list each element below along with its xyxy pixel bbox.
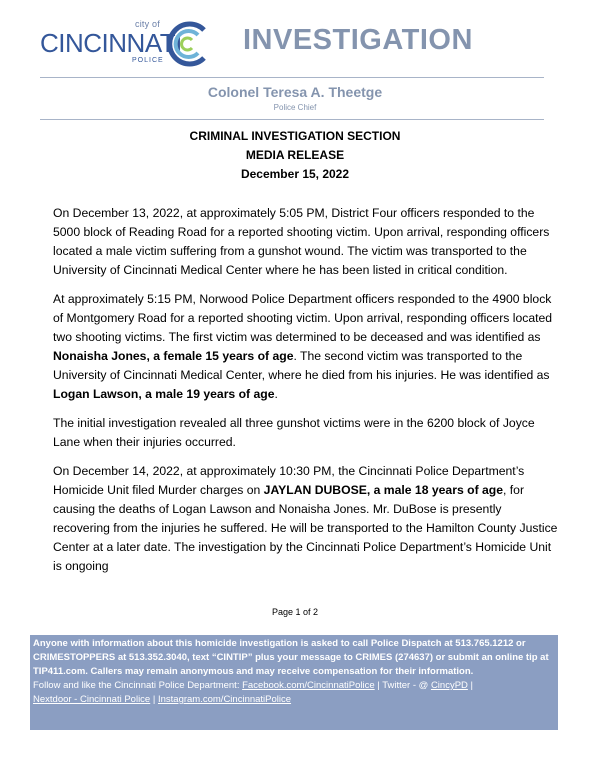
section-heading: CRIMINAL INVESTIGATION SECTION [189, 129, 401, 143]
logo-dept: POLICE [132, 57, 164, 64]
page-number: Page 1 of 2 [271, 607, 319, 617]
paragraph-3: The initial investigation revealed all three gunshot victims were in the 6200 block of Joyce Lane when their injuries occurred. [53, 416, 535, 449]
nextdoor-link[interactable]: Nextdoor - Cincinnati Police [33, 694, 151, 705]
release-type: MEDIA RELEASE [245, 148, 345, 162]
logo-city-of: city of [135, 19, 160, 29]
chief-name: Colonel Teresa A. Theetge [207, 84, 383, 100]
facebook-link[interactable]: Facebook.com/CincinnatiPolice [242, 680, 375, 691]
page-title: INVESTIGATION [243, 24, 473, 56]
divider [40, 119, 544, 120]
victim-name-1: Nonaisha Jones, a female 15 years of age [53, 349, 294, 363]
cincinnati-police-logo [40, 18, 212, 70]
social-links: Follow and like the Cincinnati Police Department: Facebook.com/CincinnatiPolice | Twitter - @ CincyPD | Nextdoor - Cincinnati Police | Instagram.com/CincinnatiPolice [33, 680, 473, 705]
paragraph-2: At approximately 5:15 PM, Norwood Police Department officers responded to the 4900 block of Montgomery Road for a reported shooting victim. Upon arrival, responding officers located two shooting victims. The first victim was determined to be deceased and was identified as Nonaisha Jones, a female 15 years of age. The second victim was transported to the University of Cincinnati Medical Center, where he died from his injuries. He was identified as Logan Lawson, a male 19 years of age. [53, 292, 553, 401]
divider [40, 77, 544, 78]
logo-city-name: CINCINNATI [40, 28, 182, 58]
tip-text: Anyone with information about this homicide investigation is asked to call Police Dispatch at 513.765.1212 or CRIMESTOPPERS at 513.352.3040, text “CINTIP” plus your message to CRIMES (274637) or submit an online tip at TIP411.com. Callers may remain anonymous and may receive compensation for their information. [33, 638, 549, 677]
tip-footer [30, 635, 558, 730]
logo-c-mark-icon [164, 18, 212, 70]
release-date: December 15, 2022 [240, 167, 350, 181]
paragraph-1: On December 13, 2022, at approximately 5:05 PM, District Four officers responded to the 5000 block of Reading Road for a reported shooting victim. Upon arrival, responding officers located a male victim suffering from a gunshot wound. The victim was transported to the University of Cincinnati Medical Center where he has been listed in critical condition. [53, 206, 550, 277]
paragraph-4: On December 14, 2022, at approximately 10:30 PM, the Cincinnati Police Department’s Homicide Unit filed Murder charges on JAYLAN DUBOSE, a male 18 years of age, for causing the deaths of Logan Lawson and Nonaisha Jones. Mr. DuBose is presently recovering from the injuries he suffered. He will be transported to the Hamilton County Justice Center at a later date. The investigation by the Cincinnati Police Department’s Homicide Unit is ongoing [53, 464, 558, 573]
chief-title: Police Chief [273, 103, 317, 112]
release-body [53, 204, 561, 586]
suspect-name: JAYLAN DUBOSE, a male 18 years of age [263, 483, 504, 497]
victim-name-2: Logan Lawson, a male 19 years of age [53, 387, 275, 401]
twitter-link[interactable]: CincyPD [430, 680, 468, 691]
instagram-link[interactable]: Instagram.com/CincinnatiPolice [157, 694, 292, 705]
